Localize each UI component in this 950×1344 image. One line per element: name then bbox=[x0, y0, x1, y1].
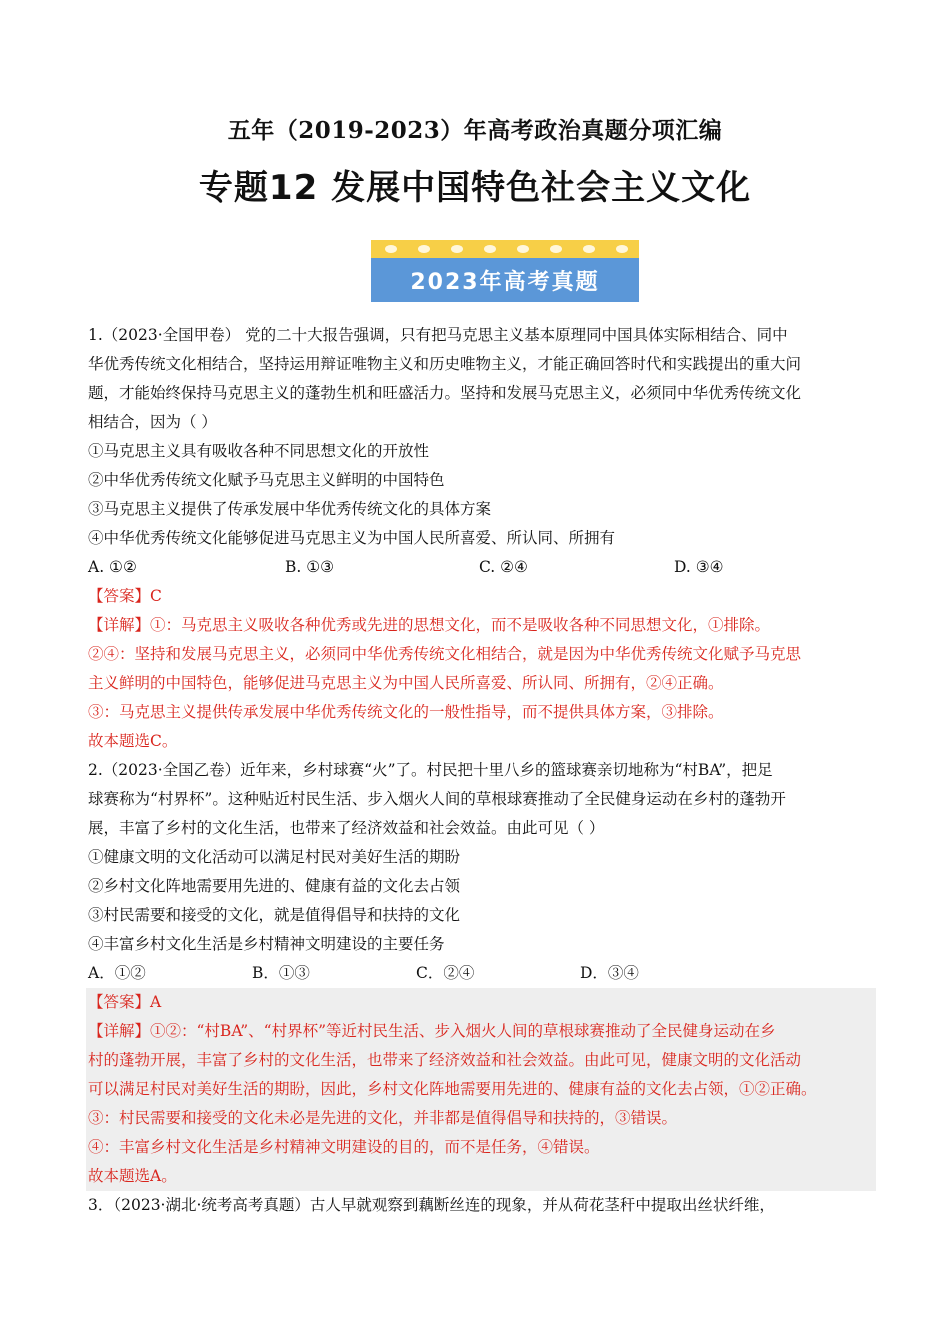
banner-dot bbox=[418, 245, 430, 253]
choice-c: C. ②④ bbox=[479, 558, 528, 576]
analysis-line: ②④：坚持和发展马克思主义，必须同中华优秀传统文化相结合，就是因为中华优秀传统文化赋予马克思 bbox=[88, 645, 802, 663]
document-subtitle: 五年（2019-2023）年高考政治真题分项汇编 bbox=[227, 117, 723, 144]
choice-d: D. ③④ bbox=[674, 558, 724, 576]
banner-dot-strip bbox=[371, 240, 639, 260]
question-option: ②乡村文化阵地需要用先进的、健康有益的文化去占领 bbox=[88, 877, 461, 895]
questions-content bbox=[88, 321, 868, 1220]
answer-analysis-block bbox=[86, 988, 876, 1191]
analysis-line: 可以满足村民对美好生活的期盼，因此，乡村文化阵地需要用先进的、健康有益的文化去占领，①②正确。 bbox=[88, 1080, 817, 1098]
choice-d: D．③④ bbox=[580, 964, 639, 982]
choice-b: B．①③ bbox=[252, 964, 310, 982]
question-option: ①健康文明的文化活动可以满足村民对美好生活的期盼 bbox=[88, 848, 461, 866]
choice-b: B. ①③ bbox=[285, 558, 335, 576]
analysis-line: 故本题选A。 bbox=[88, 1167, 177, 1185]
year-banner bbox=[371, 240, 639, 302]
question-stem-line: 题，才能始终保持马克思主义的蓬勃生机和旺盛活力。坚持和发展马克思主义，必须同中华优秀传统文化 bbox=[88, 384, 802, 402]
analysis-line: 村的蓬勃开展，丰富了乡村的文化生活，也带来了经济效益和社会效益。由此可见，健康文明的文化活动 bbox=[88, 1051, 802, 1069]
question-option: ④中华优秀传统文化能够促进马克思主义为中国人民所喜爱、所认同、所拥有 bbox=[88, 529, 616, 547]
answer-line: 【答案】A bbox=[88, 993, 162, 1011]
question-stem-line: 3．（2023·湖北·统考高考真题）古人早就观察到藕断丝连的现象，并从荷花茎秆中提取出丝状纤维， bbox=[88, 1196, 775, 1214]
analysis-line: 故本题选C。 bbox=[88, 732, 178, 750]
question-option: ①马克思主义具有吸收各种不同思想文化的开放性 bbox=[88, 442, 430, 460]
choice-a: A. ①② bbox=[88, 558, 137, 576]
banner-dot bbox=[385, 245, 397, 253]
document-title: 专题12 发展中国特色社会主义文化 bbox=[198, 168, 752, 208]
question-3 bbox=[88, 1191, 868, 1220]
answer-choices bbox=[88, 553, 868, 582]
analysis-line: ③：村民需要和接受的文化未必是先进的文化，并非都是值得倡导和扶持的，③错误。 bbox=[88, 1109, 678, 1127]
answer-choices bbox=[88, 959, 868, 988]
banner-label: 2023年高考真题 bbox=[410, 269, 600, 295]
answer-line: 【答案】C bbox=[88, 587, 162, 605]
banner-dot bbox=[484, 245, 496, 253]
question-stem-line: 2.（2023·全国乙卷）近年来，乡村球赛“火”了。村民把十里八乡的篮球赛亲切地称为“村BA”，把足 bbox=[88, 761, 773, 779]
banner-dot bbox=[616, 245, 628, 253]
banner-dot bbox=[583, 245, 595, 253]
banner-body bbox=[371, 258, 639, 302]
question-option: ④丰富乡村文化生活是乡村精神文明建设的主要任务 bbox=[88, 935, 445, 953]
banner-dot bbox=[550, 245, 562, 253]
analysis-line: ④：丰富乡村文化生活是乡村精神文明建设的目的，而不是任务，④错误。 bbox=[88, 1138, 600, 1156]
choice-c: C．②④ bbox=[416, 964, 475, 982]
question-option: ③马克思主义提供了传承发展中华优秀传统文化的具体方案 bbox=[88, 500, 492, 518]
banner-dot bbox=[451, 245, 463, 253]
question-1 bbox=[88, 321, 868, 756]
question-stem-line: 球赛称为“村界杯”。这种贴近村民生活、步入烟火人间的草根球赛推动了全民健身运动在乡村的蓬勃开 bbox=[88, 790, 786, 808]
analysis-line: 主义鲜明的中国特色，能够促进马克思主义为中国人民所喜爱、所认同、所拥有，②④正确。 bbox=[88, 674, 724, 692]
question-stem-line: 相结合，因为（ ） bbox=[88, 413, 217, 431]
choice-a: A．①② bbox=[88, 964, 146, 982]
analysis-line: 【详解】①②：“村BA”、“村界杯”等近村民生活、步入烟火人间的草根球赛推动了全民健身运动在乡 bbox=[88, 1022, 776, 1040]
question-2 bbox=[88, 756, 868, 1191]
analysis-line: 【详解】①：马克思主义吸收各种优秀或先进的思想文化，而不是吸收各种不同思想文化，①排除。 bbox=[88, 616, 771, 634]
question-stem-line: 华优秀传统文化相结合，坚持运用辩证唯物主义和历史唯物主义，才能正确回答时代和实践提出的重大问 bbox=[88, 355, 802, 373]
analysis-line: ③：马克思主义提供传承发展中华优秀传统文化的一般性指导，而不提供具体方案，③排除。 bbox=[88, 703, 724, 721]
question-option: ②中华优秀传统文化赋予马克思主义鲜明的中国特色 bbox=[88, 471, 445, 489]
banner-dot bbox=[517, 245, 529, 253]
question-option: ③村民需要和接受的文化，就是值得倡导和扶持的文化 bbox=[88, 906, 461, 924]
question-stem-line: 展，丰富了乡村的文化生活，也带来了经济效益和社会效益。由此可见（ ） bbox=[88, 819, 605, 837]
question-stem-line: 1.（2023·全国甲卷） 党的二十大报告强调，只有把马克思主义基本原理同中国具体实际相结合、同中 bbox=[88, 326, 788, 344]
